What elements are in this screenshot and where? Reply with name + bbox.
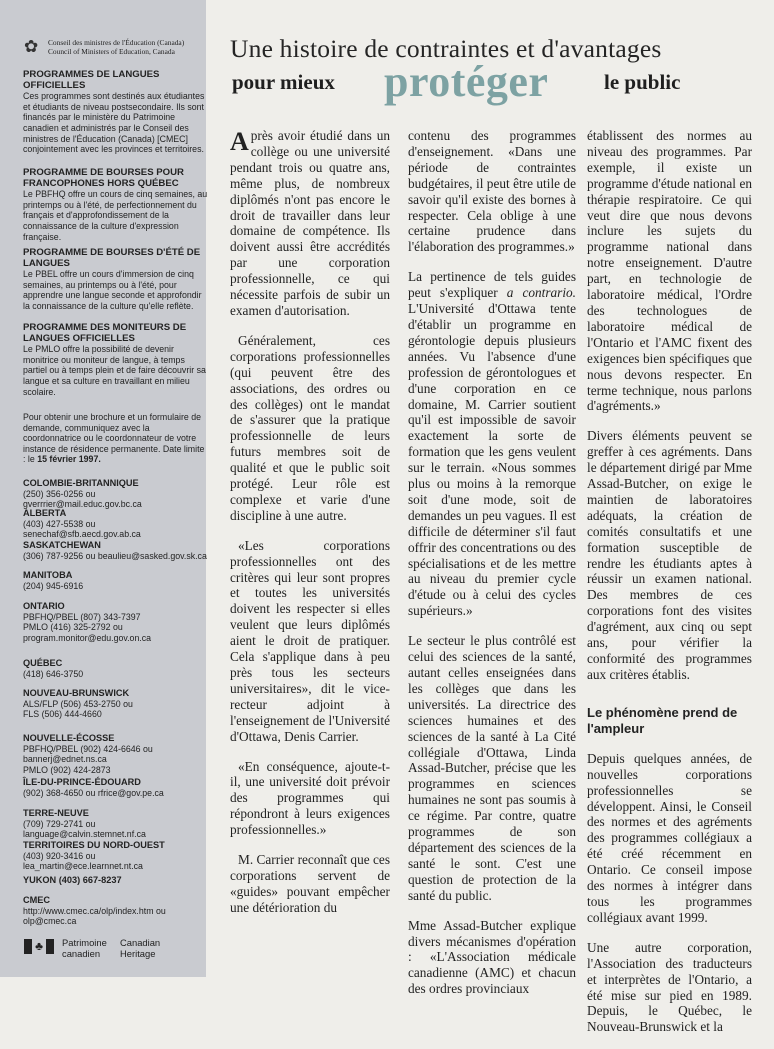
program-3 bbox=[23, 248, 209, 312]
article-column-1: Après avoir étudié dans un collège ou une université pendant trois ou quatre ans, même plus, de nombreux diplômés n'ont pas encore le droit de travailler dans leur domaine de compétence. Ils doivent aussi être accrédités par une corporation professionnelle, ce qui nécessite parfois de subir un examen d'autorisation. Généralement, ces corporations professionnelles (qui peuvent être des associations, des ordres ou des collèges) ont le mandat de s'assurer que la pratique professionnelle de leurs futurs membres soit de qualité et que le public soit protégé. Leur rôle est complexe et varie d'une discipline à une autre. «Les corporations professionnelles ont des critères qui leur sont propres et toutes les universités doivent les respecter si elles veulent que leurs diplômés aient le droit de pratiquer. Cela s'applique dans à peu près tous les secteurs universitaires», dit le vice-recteur adjoint à l'enseignement de l'Université d'Ottawa, Denis Carrier. «En conséquence, ajoute-t-il, une université doit prévoir des programmes qui répondront à leurs exigences professionnelles.» M. Carrier reconnaît que ces corporations servent de «guides» pouvant empêcher une détérioration du bbox=[230, 127, 390, 915]
program-2-title: PROGRAMME DE BOURSES POUR FRANCOPHONES HORS QUÉBEC bbox=[23, 167, 184, 189]
contact-line: (418) 646-3750 bbox=[23, 668, 84, 679]
contact-line: (403) 920-3416 ou lea_martin@ece.learnnet.nt.ca bbox=[23, 850, 143, 872]
contact-entry bbox=[23, 688, 209, 720]
program-1-text: Ces programmes sont destinés aux étudiantes et étudiants de niveau postsecondaire. Ils sont financés par le ministère du Patrimoine canadien et administrés par le Conseil des ministres de l'Éducation (Canada) [CMEC] conjointement avec les provinces et territoires. bbox=[23, 91, 205, 155]
contact-line: FLS (506) 444-4660 bbox=[23, 709, 102, 720]
contact-entry bbox=[23, 601, 209, 643]
contact-region: TERRITOIRES DU NORD-OUEST bbox=[23, 840, 165, 850]
contact-line: program.monitor@edu.gov.on.ca bbox=[23, 632, 152, 643]
council-name: Conseil des ministres de l'Éducation (Canada) Council of Ministers of Education, Canada bbox=[48, 38, 185, 56]
program-1 bbox=[23, 70, 209, 155]
contact-entry bbox=[23, 658, 209, 679]
article-column-3: établissent des normes au niveau des programmes. Par exemple, il existe un programme d'étude national en thérapie respiratoire. Ce qui veut dire que nous devons inclure les sujets du programme national dans notre enseignement. D'autre part, en technologie de laboratoire médical, l'Ordre des technologues de laboratoire médical de l'Ontario et l'AMC fixent des exigences bien spécifiques que nous devons respecter. En terme technique, nous parlons d'agréments.» Divers éléments peuvent se greffer à ces agréments. Dans le département dirigé par Mme Assad-Butcher, on exige le maintien de laboratoires adéquats, la création de comités consultatifs et une formation susceptible de rendre les étudiants aptes à réussir un examen national. Des membres de ces corporations font des visites d'agrément, aux cinq ou sept ans, pour vérifier la conformité des programmes aux critères établis. Le phénomène prend de l'ampleur Depuis quelques années, de nouvelles corporations professionnelles se développent. Ainsi, le Conseil des normes et des agréments des programmes collégiaux a été créé récemment en Ontario. Ce conseil impose des normes à intégrer dans tous les programmes collégiaux avant 1999. Une autre corporation, l'Association des traducteurs et interprètes de l'Ontario, a été mise sur pied en 1989. Depuis, le Québec, le Nouveau-Brunswick et la bbox=[587, 128, 752, 1035]
contact-line: PMLO (902) 424-2873 bbox=[23, 764, 111, 775]
contact-line: (250) 356-0256 ou gverrrier@mail.educ.gov.bc.ca bbox=[23, 488, 142, 510]
contact-region: MANITOBA bbox=[23, 570, 73, 580]
contact-region: QUÉBEC bbox=[23, 658, 63, 668]
contact-line: (204) 945-6916 bbox=[23, 580, 84, 591]
program-2-text: Le PBFHQ offre un cours de cinq semaines, au printemps ou à l'été, de perfectionnement du français et d'approfondissement de la connaissance de la culture d'expression française. bbox=[23, 189, 208, 242]
contact-region: ALBERTA bbox=[23, 508, 67, 518]
contact-region: TERRE-NEUVE bbox=[23, 808, 89, 818]
cmec-contact: CMEC http://www.cmec.ca/olp/index.htm ou olp@cmec.ca bbox=[23, 895, 166, 927]
contact-region: NOUVELLE-ÉCOSSE bbox=[23, 733, 115, 743]
contact-entry bbox=[23, 808, 209, 840]
program-4-title: PROGRAMME DES MONITEURS DE LANGUES OFFICIELLES bbox=[23, 322, 187, 344]
canada-flag-icon: ♣ bbox=[24, 939, 54, 954]
contact-line: PMLO (416) 325-2792 ou bbox=[23, 622, 123, 633]
headline-line-1: Une histoire de contraintes et d'avantages bbox=[230, 34, 662, 63]
contact-entry bbox=[23, 540, 209, 561]
subheading: Le phénomène prend de l'ampleur bbox=[587, 704, 738, 736]
program-2 bbox=[23, 168, 209, 242]
cmec-leaf-icon: ✿ bbox=[24, 37, 39, 57]
article-column-2: contenu des programmes d'enseignement. «Dans une période de contraintes budgétaires, il peut être utile de savoir qu'il existe des bornes à respecter. Cela oblige à une certaine prudence dans l'élaboration des programmes.» La pertinence de tels guides peut s'expliquer a contrario. L'Université d'Ottawa tente d'établir un programme en gérontologie depuis plusieurs années. Vu l'absence d'une profession de gérontologues et d'une corporation en ce domaine, M. Carrier soutient qu'il est impossible de savoir exactement la sorte de formation que les gens veulent sur le terrain. «Nous sommes plus ou moins à la remorque soit d'une mode, soit de demandes un peu vagues. Il est difficile de déterminer s'il faut offrir des concentrations ou des spécialisations et de les mettre au niveau du premier cycle d'étude ou à celui des cycles supérieurs.» Le secteur le plus contrôlé est celui des sciences de la santé, autant celles enseignées dans les collèges que dans les universités. La directrice des sciences humaines et des sciences de la santé à La Cité collégiale d'Ottawa, Linda Assad-Butcher, précise que les programmes en sciences humaines ne sont pas soumis à ce régime. Par contre, quatre programmes de son département des sciences de la santé le sont. C'est une question de protection de la santé du public. Mme Assad-Butcher explique divers mécanismes d'opération : «L'Association médicale canadienne (AMC) et chacun des ordres provinciaux bbox=[408, 128, 577, 997]
contact-line: (902) 368-4650 ou rfrice@gov.pe.ca bbox=[23, 787, 164, 798]
contact-region: ONTARIO bbox=[23, 601, 65, 611]
contact-entry bbox=[23, 508, 209, 540]
headline-part-a: pour mieux bbox=[232, 70, 335, 94]
deadline-date: 15 février 1997. bbox=[37, 454, 101, 465]
contact-region: SASKATCHEWAN bbox=[23, 540, 101, 550]
headline-part-c: le public bbox=[604, 70, 681, 94]
info-text: Pour obtenir une brochure et un formulaire de demande, communiquez avec la coordonnatrice ou le coordonnateur de votre instance de résidence permanente. Date limite : le 15 février 1997. bbox=[23, 412, 205, 465]
program-3-title: PROGRAMME DE BOURSES D'ÉTÉ DE LANGUES bbox=[23, 247, 201, 269]
contact-line: PBFHQ/PBEL (902) 424-6646 ou bannerj@ednet.ns.ca bbox=[23, 743, 153, 765]
contact-entry bbox=[23, 570, 209, 591]
headline-highlight: protéger bbox=[384, 57, 549, 106]
contact-region: ÎLE-DU-PRINCE-ÉDOUARD bbox=[23, 777, 141, 787]
contact-entry bbox=[23, 777, 209, 798]
contact-entry bbox=[23, 733, 209, 775]
program-3-text: Le PBEL offre un cours d'immersion de cinq semaines, au printemps ou à l'été, pour apprendre une langue seconde et approfondir la connaissance de la culture qu'elle reflète. bbox=[23, 269, 202, 311]
contact-line: (403) 427-5538 ou senechaf@sfb.aecd.gov.ab.ca bbox=[23, 518, 141, 540]
contact-entry bbox=[23, 478, 209, 510]
program-1-title: PROGRAMMES DE LANGUES OFFICIELLES bbox=[23, 69, 160, 91]
contact-region: COLOMBIE-BRITANNIQUE bbox=[23, 478, 139, 488]
contact-line: (306) 787-9256 ou beaulieu@sasked.gov.sk.ca bbox=[23, 550, 207, 561]
contact-region: NOUVEAU-BRUNSWICK bbox=[23, 688, 130, 698]
contact-line: ALS/FLP (506) 453-2750 ou bbox=[23, 698, 133, 709]
contact-line: (709) 729-2741 ou language@calvin.stemnet.nf.ca bbox=[23, 818, 146, 840]
program-4-text: Le PMLO offre la possibilité de devenir monitrice ou moniteur de langue, à temps partiel ou à temps plein et de faire découvrir sa langue et sa culture en travaillant en milieu scolaire. bbox=[23, 344, 206, 397]
contact-line: PBFHQ/PBEL (807) 343-7397 bbox=[23, 611, 141, 622]
yukon-contact: YUKON (403) 667-8237 bbox=[23, 875, 122, 885]
program-4 bbox=[23, 323, 209, 397]
contact-entry bbox=[23, 840, 209, 872]
heritage-footer: ♣ Patrimoine canadien Canadian Heritage bbox=[22, 937, 206, 967]
cmec-logo bbox=[22, 35, 206, 65]
drop-cap: A bbox=[230, 127, 249, 156]
